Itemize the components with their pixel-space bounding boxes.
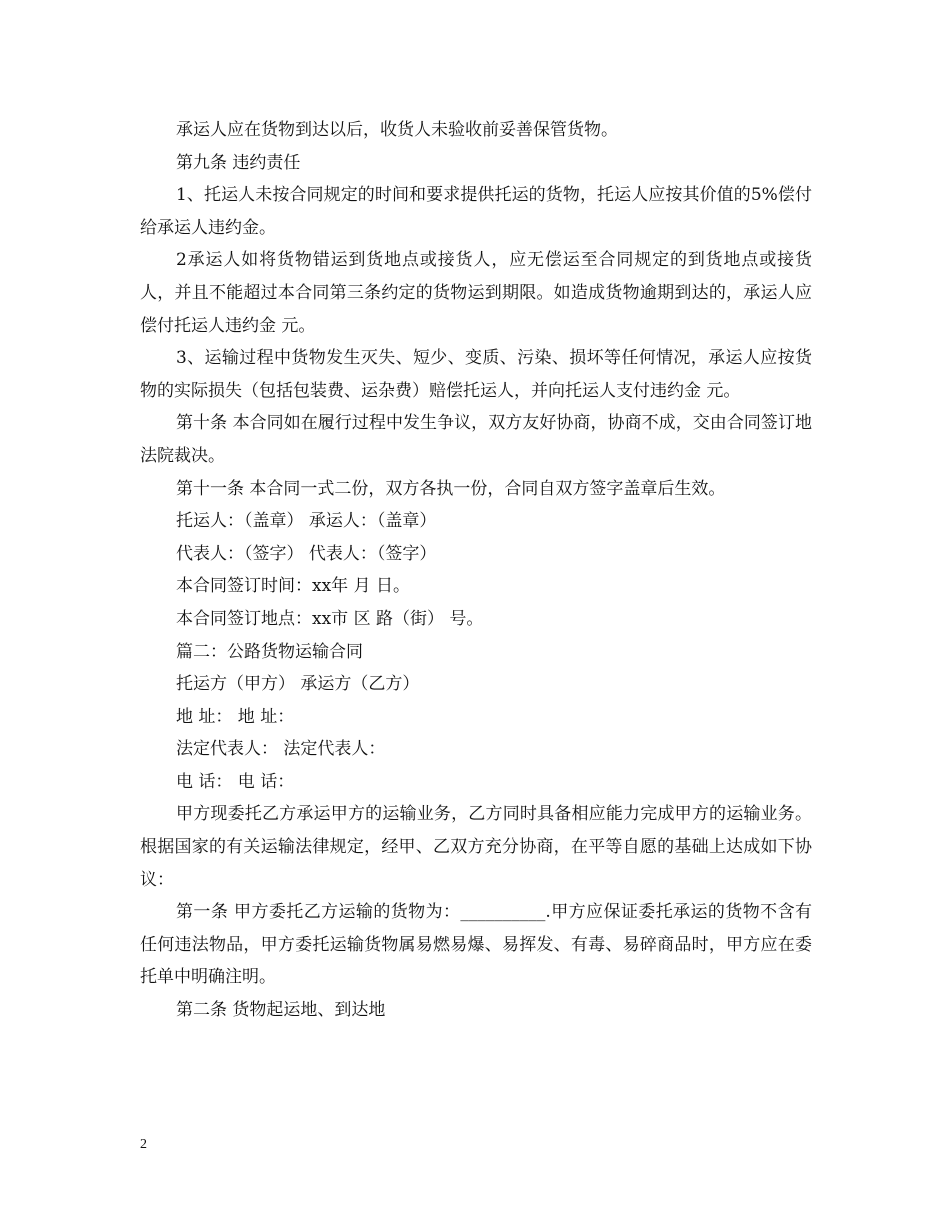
paragraph-storage-duty: 承运人应在货物到达以后，收货人未验收前妥善保管货物。 — [176, 120, 618, 140]
paragraph-article-1: 第一条 甲方委托乙方运输的货物为：__________.甲方应保证委托承运的货物不含有任何违法物品，甲方委托运输货物属易燃易爆、易挥发、有毒、易碎商品时，甲方应在委托单中明确注明。 — [140, 902, 812, 988]
paragraph-article-10: 第十条 本合同如在履行过程中发生争议，双方友好协商，协商不成，交由合同签订地法院裁决。 — [140, 413, 812, 466]
paragraph-agreement-intro: 甲方现委托乙方承运甲方的运输业务，乙方同时具备相应能力完成甲方的运输业务。根据国家的有关运输法律规定，经甲、乙双方充分协商，在平等自愿的基础上达成如下协议： — [140, 804, 812, 890]
page-body — [140, 114, 812, 1027]
parties-line: 托运方（甲方） 承运方（乙方） — [176, 674, 420, 695]
heading-article-2: 第二条 货物起运地、到达地 — [176, 1000, 386, 1021]
paragraph-breach-3: 3、运输过程中货物发生灭失、短少、变质、污染、损坏等任何情况，承运人应按货物的实际损失（包括包装费、运杂费）赔偿托运人，并向托运人支付违约金 元。 — [140, 348, 812, 401]
address-line: 地 址： 地 址： — [176, 706, 295, 727]
page-number: 2 — [140, 1137, 147, 1152]
signature-representative-line: 代表人：（签字） 代表人：（签字） — [176, 543, 437, 564]
paragraph-breach-2: 2承运人如将货物错运到货地点或接货人，应无偿运至合同规定的到货地点或接货人，并且不能超过本合同第三条约定的货物运到期限。如造成货物逾期到达的，承运人应偿付托运人违约金 元。 — [140, 250, 812, 336]
signing-date-line: 本合同签订时间：xx年 月 日。 — [176, 576, 410, 597]
paragraph-article-11: 第十一条 本合同一式二份，双方各执一份，合同自双方签字盖章后生效。 — [176, 478, 726, 499]
signing-place-line: 本合同签订地点：xx市 区 路（街） 号。 — [176, 608, 484, 629]
signature-seal-line: 托运人：（盖章） 承运人：（盖章） — [176, 511, 437, 532]
paragraph-breach-1: 1、托运人未按合同规定的时间和要求提供托运的货物，托运人应按其价值的5%偿付给承运人违约金。 — [140, 185, 812, 238]
phone-line: 电 话： 电 话： — [176, 771, 295, 792]
legal-representative-line: 法定代表人： 法定代表人： — [176, 739, 386, 760]
heading-article-9: 第九条 违约责任 — [176, 152, 301, 173]
section-title-part-2: 篇二：公路货物运输合同 — [176, 641, 363, 662]
